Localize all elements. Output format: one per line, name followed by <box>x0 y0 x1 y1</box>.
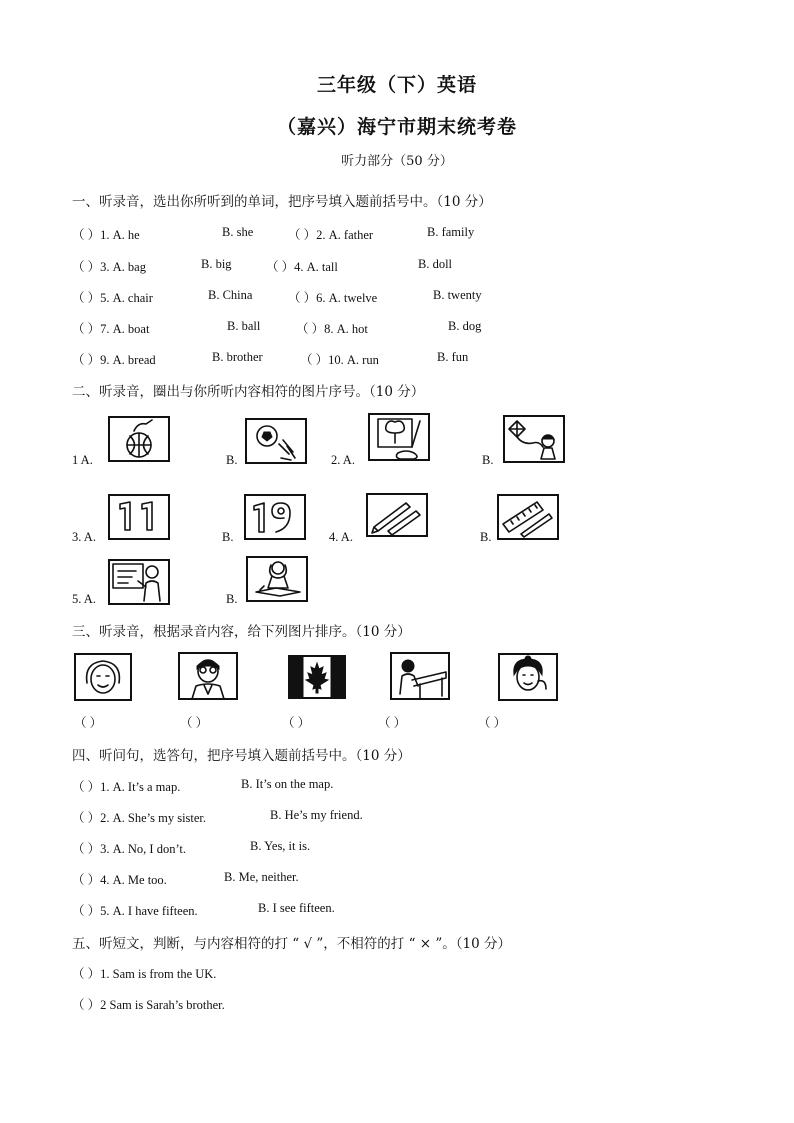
s3-blank-2: （ ） <box>180 716 209 730</box>
s5-q1: （ ）1. Sam is from the UK. <box>72 967 217 981</box>
s1-q2-b: B. family <box>427 225 475 239</box>
s2-q4-b-label: B. <box>480 530 492 544</box>
soccer-ball-icon <box>245 418 307 464</box>
s2-q2-a-label: 2. A. <box>331 453 355 467</box>
s1-q2: （ ）2. A. father <box>288 228 374 242</box>
girl-writing-icon <box>246 556 308 602</box>
s1-q10: （ ）10. A. run <box>300 353 379 367</box>
s1-q1-b: B. she <box>222 225 254 239</box>
page-subtitle: （嘉兴）海宁市期末统考卷 <box>276 116 517 138</box>
s4-q5: （ ）5. A. I have fifteen. <box>72 904 198 918</box>
s2-q4-a-label: 4. A. <box>329 530 353 544</box>
s4-q3-b: B. Yes, it is. <box>250 839 311 853</box>
s4-q2-b: B. He’s my friend. <box>270 808 363 822</box>
s1-q4-b: B. doll <box>418 257 453 271</box>
part-heading: 听力部分（50 分） <box>341 154 453 169</box>
s1-q9: （ ）9. A. bread <box>72 353 156 367</box>
teacher-board-icon <box>108 559 170 605</box>
section2-heading: 二、听录音，圈出与你所听内容相符的图片序号。（10 分） <box>72 384 425 400</box>
canada-flag-icon <box>288 655 346 699</box>
s4-q3: （ ）3. A. No, I don’t. <box>72 842 187 856</box>
girl-face-icon <box>498 653 558 701</box>
s2-q3-b-label: B. <box>222 530 234 544</box>
section4-heading: 四、听问句，选答句，把序号填入题前括号中。（10 分） <box>72 748 411 764</box>
s1-q6: （ ）6. A. twelve <box>288 291 378 305</box>
ruler-pencil-icon <box>497 494 559 540</box>
s2-q5-b-label: B. <box>226 592 238 606</box>
s4-q1-b: B. It’s on the map. <box>241 777 334 791</box>
s2-q1-b-label: B. <box>226 453 238 467</box>
s5-q2: （ ）2 Sam is Sarah’s brother. <box>72 998 225 1012</box>
s4-q2: （ ）2. A. She’s my sister. <box>72 811 207 825</box>
s4-q4: （ ）4. A. Me too. <box>72 873 167 887</box>
man-glasses-icon <box>178 652 238 700</box>
section5-heading: 五、听短文，判断，与内容相符的打 “ √ ”，不相符的打 “ × ”。（10 分） <box>72 936 511 952</box>
s2-q1-a-label: 1 A. <box>72 453 93 467</box>
s2-q2-b-label: B. <box>482 453 494 467</box>
section1-heading: 一、听录音，选出你所听到的单词，把序号填入题前括号中。（10 分） <box>72 194 492 210</box>
kite-girl-icon <box>503 415 565 463</box>
s1-q6-b: B. twenty <box>433 288 482 302</box>
s3-blank-4: （ ） <box>378 716 407 730</box>
s1-q8: （ ）8. A. hot <box>296 322 368 336</box>
s3-blank-1: （ ） <box>74 716 103 730</box>
pencil-icon <box>366 493 428 537</box>
woman-face-icon <box>74 653 132 701</box>
s1-q1: （ ）1. A. he <box>72 228 140 242</box>
s1-q5-b: B. China <box>208 288 253 302</box>
s1-q7-b: B. ball <box>227 319 261 333</box>
basketball-icon <box>108 416 170 462</box>
tree-painting-icon <box>368 413 430 461</box>
s4-q4-b: B. Me, neither. <box>224 870 299 884</box>
page-title: 三年级（下）英语 <box>316 74 477 96</box>
s2-q3-a-label: 3. A. <box>72 530 96 544</box>
s2-q5-a-label: 5. A. <box>72 592 96 606</box>
s1-q4: （ ）4. A. tall <box>266 260 338 274</box>
boy-desk-icon <box>390 652 450 700</box>
number-19-icon <box>244 494 306 540</box>
s1-q7: （ ）7. A. boat <box>72 322 150 336</box>
s1-q3: （ ）3. A. bag <box>72 260 146 274</box>
s1-q9-b: B. brother <box>212 350 263 364</box>
s3-blank-3: （ ） <box>282 716 311 730</box>
number-11-icon <box>108 494 170 540</box>
s1-q8-b: B. dog <box>448 319 482 333</box>
s4-q5-b: B. I see fifteen. <box>258 901 335 915</box>
s3-blank-5: （ ） <box>478 716 507 730</box>
section3-heading: 三、听录音，根据录音内容，给下列图片排序。（10 分） <box>72 624 411 640</box>
s1-q10-b: B. fun <box>437 350 469 364</box>
s1-q3-b: B. big <box>201 257 232 271</box>
s4-q1: （ ）1. A. It’s a map. <box>72 780 181 794</box>
s1-q5: （ ）5. A. chair <box>72 291 153 305</box>
